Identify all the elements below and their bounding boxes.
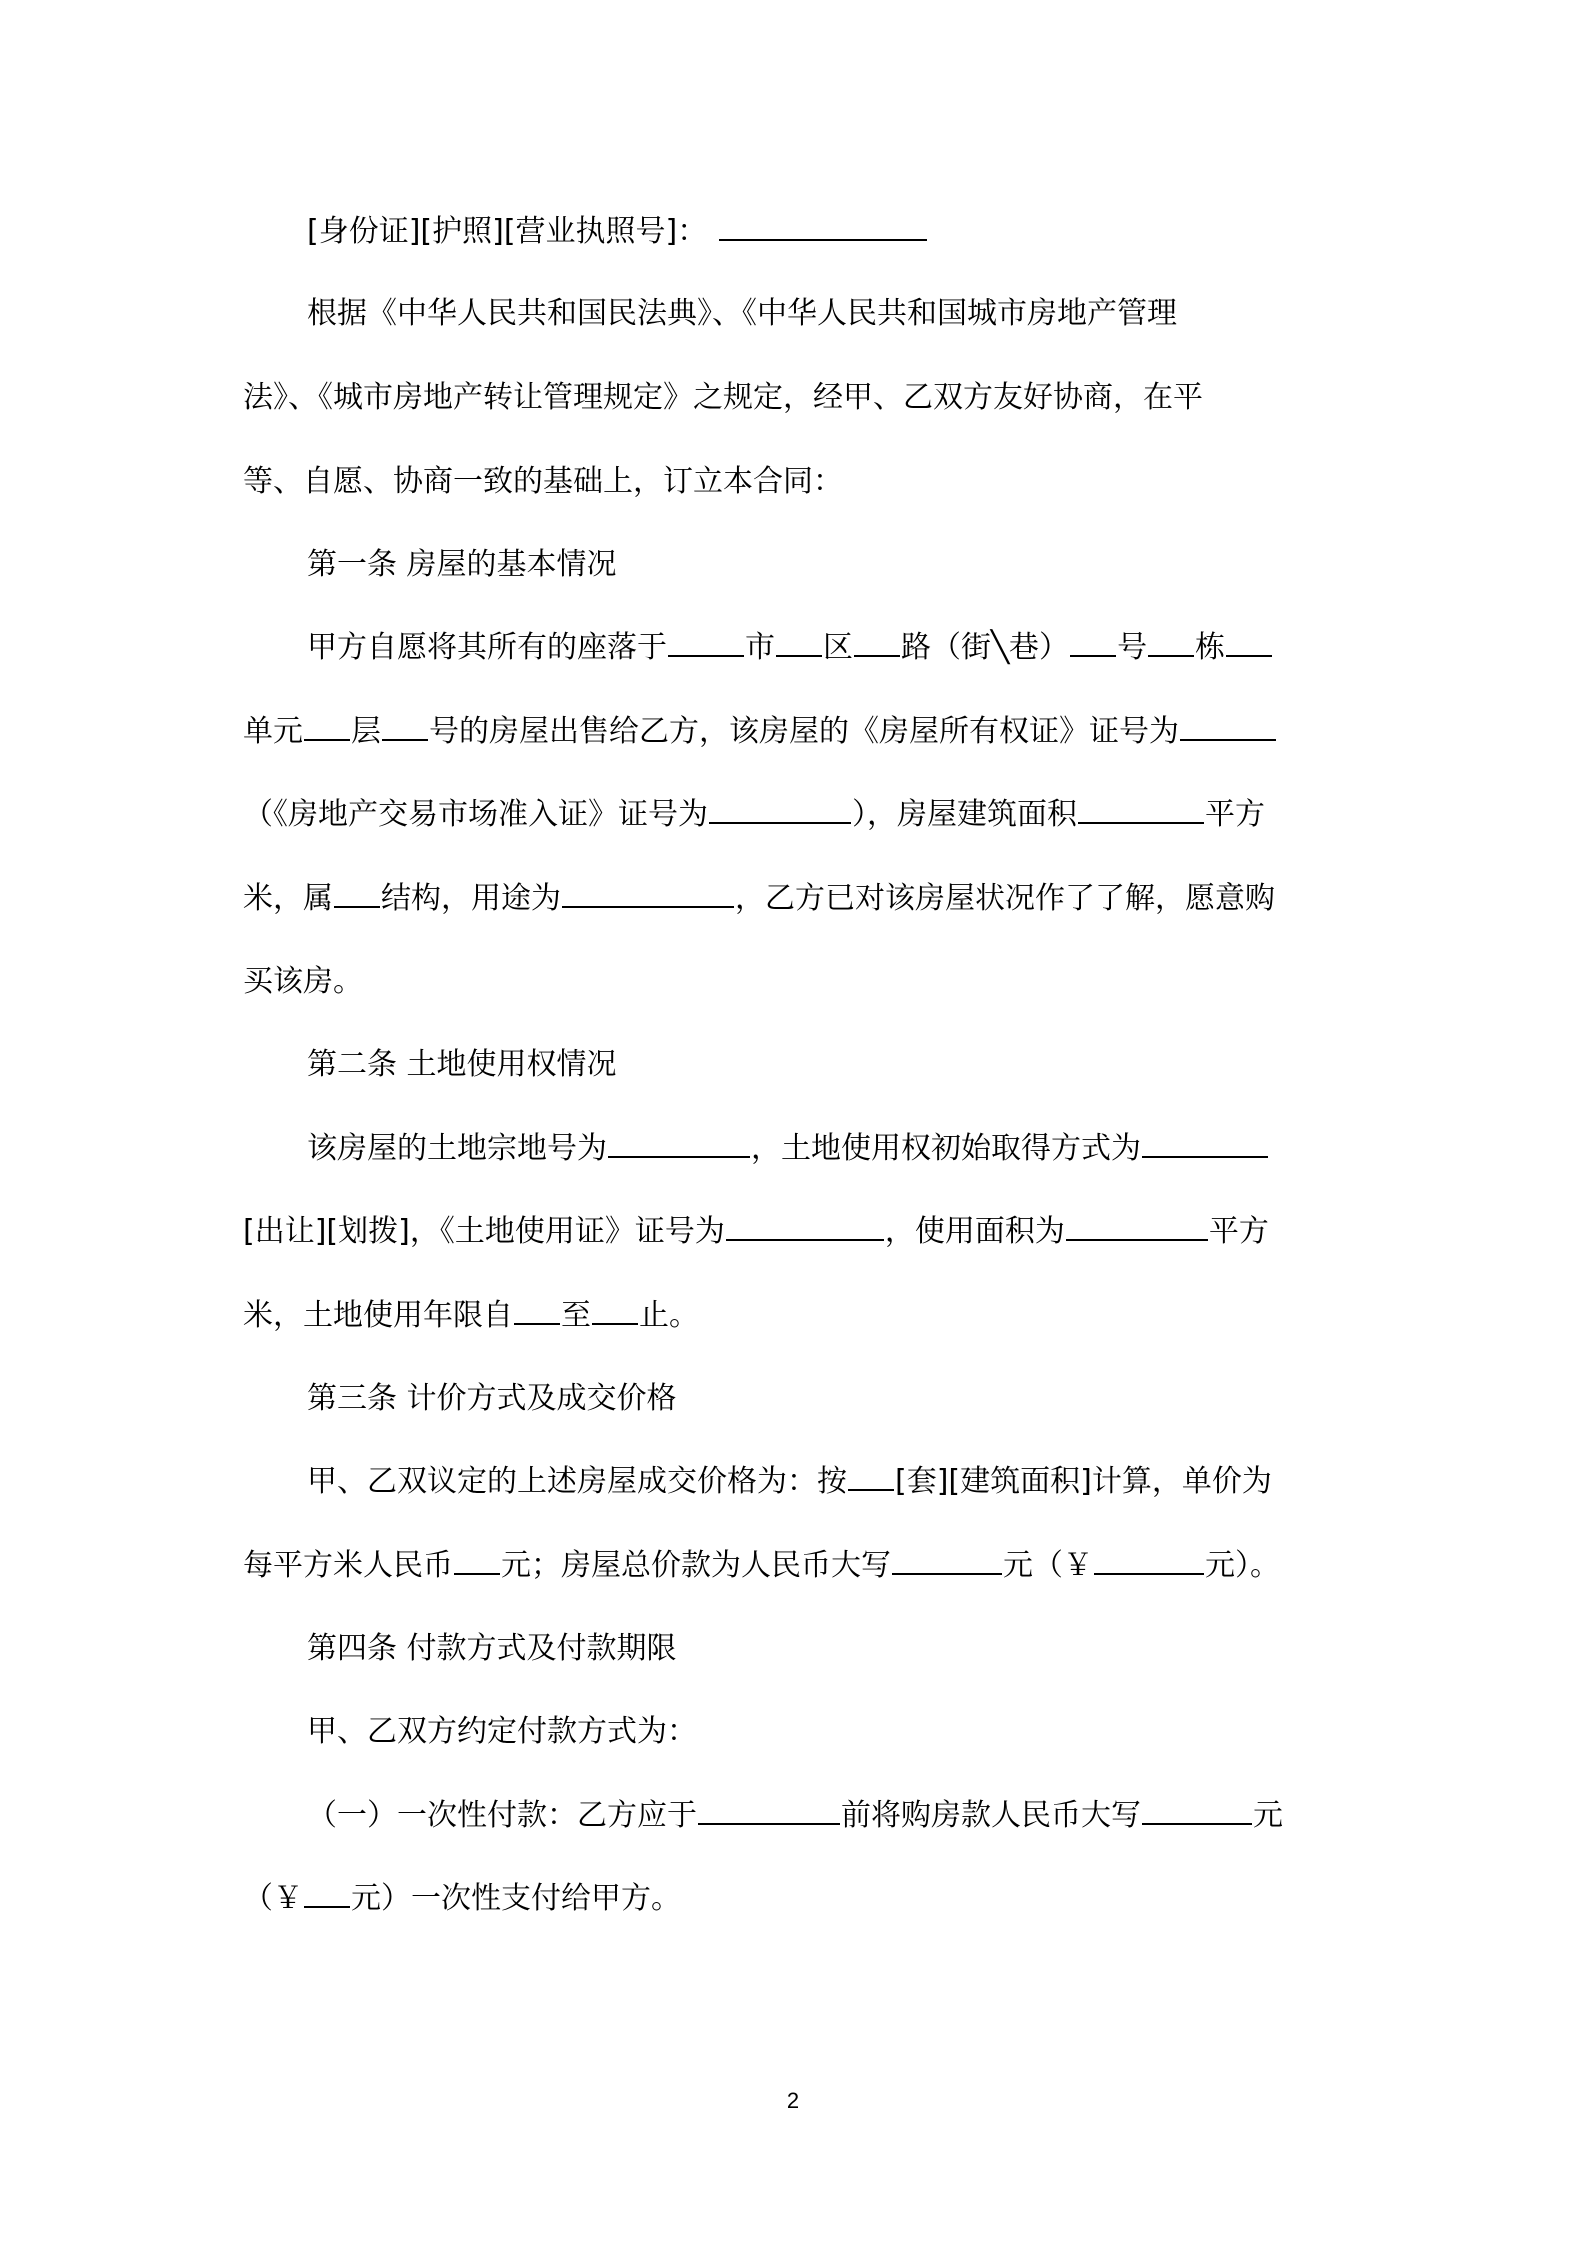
structure-blank[interactable] <box>334 880 380 908</box>
paragraph-line: （《房地产交易市场准入证》证号为 ），房屋建筑面积 平方 <box>243 797 1265 832</box>
payment-date-blank[interactable] <box>698 1797 840 1825</box>
article-4-heading: 第四条 付款方式及付款期限 <box>307 1631 677 1666</box>
land-area-blank[interactable] <box>1066 1213 1208 1241</box>
id-number-line: [身份证][护照][营业执照号]： <box>307 212 928 252</box>
usage-blank[interactable] <box>562 880 734 908</box>
article-3-heading: 第三条 计价方式及成交价格 <box>307 1381 677 1416</box>
building-area-blank[interactable] <box>1078 796 1204 824</box>
unit-price-blank[interactable] <box>454 1547 500 1575</box>
road-blank[interactable] <box>854 629 900 657</box>
payment-number-blank[interactable] <box>304 1880 350 1908</box>
term-start-blank[interactable] <box>514 1297 560 1325</box>
paragraph-line: 甲方自愿将其所有的座落于 市 区 路（街╲巷） 号 栋 <box>307 628 1273 668</box>
paragraph-line: 买该房。 <box>243 964 363 999</box>
pricing-basis-blank[interactable] <box>848 1463 894 1491</box>
term-end-blank[interactable] <box>592 1297 638 1325</box>
paragraph-line: （一）一次性付款：乙方应于 前将购房款人民币大写 元 <box>307 1798 1283 1833</box>
floor-blank[interactable] <box>304 713 350 741</box>
land-acquisition-blank[interactable] <box>1142 1130 1268 1158</box>
paragraph-line: 该房屋的土地宗地号为 ，土地使用权初始取得方式为 <box>307 1129 1269 1169</box>
payment-words-blank[interactable] <box>1142 1797 1252 1825</box>
paragraph-line: 甲、乙双方约定付款方式为： <box>307 1714 697 1749</box>
paragraph-line: 等、自愿、协商一致的基础上，订立本合同： <box>243 464 843 499</box>
paragraph-line: 米，属 结构，用途为 ，乙方已对该房屋状况作了了解，愿意购 <box>243 881 1275 916</box>
number-blank[interactable] <box>1070 629 1116 657</box>
article-1-heading: 第一条 房屋的基本情况 <box>307 547 617 582</box>
total-price-number-blank[interactable] <box>1094 1547 1204 1575</box>
page-number: 2 <box>786 2088 800 2113</box>
id-number-blank[interactable] <box>719 213 927 241</box>
paragraph-line: 法》、《城市房地产转让管理规定》之规定，经甲、乙双方友好协商，在平 <box>243 380 1203 415</box>
land-cert-blank[interactable] <box>726 1213 884 1241</box>
market-cert-blank[interactable] <box>709 796 851 824</box>
room-blank[interactable] <box>382 713 428 741</box>
paragraph-line: 甲、乙双议定的上述房屋成交价格为：按 [套][建筑面积]计算，单价为 <box>307 1464 1272 1499</box>
city-blank[interactable] <box>668 629 744 657</box>
paragraph-line: 单元 层 号的房屋出售给乙方，该房屋的《房屋所有权证》证号为 <box>243 712 1277 752</box>
paragraph-line: 米，土地使用年限自 至 止。 <box>243 1298 699 1333</box>
district-blank[interactable] <box>776 629 822 657</box>
unit-blank[interactable] <box>1226 629 1272 657</box>
paragraph-line: [出让][划拨]，《土地使用证》证号为 ，使用面积为 平方 <box>243 1214 1269 1249</box>
land-parcel-blank[interactable] <box>608 1130 750 1158</box>
paragraph-line: （￥ 元）一次性支付给甲方。 <box>243 1881 681 1916</box>
article-2-heading: 第二条 土地使用权情况 <box>307 1047 617 1082</box>
total-price-words-blank[interactable] <box>892 1547 1002 1575</box>
ownership-cert-blank[interactable] <box>1180 713 1276 741</box>
paragraph-line: 根据《中华人民共和国民法典》、《中华人民共和国城市房地产管理 <box>307 296 1177 331</box>
building-blank[interactable] <box>1148 629 1194 657</box>
paragraph-line: 每平方米人民币 元；房屋总价款为人民币大写 元（￥ 元）。 <box>243 1548 1280 1583</box>
